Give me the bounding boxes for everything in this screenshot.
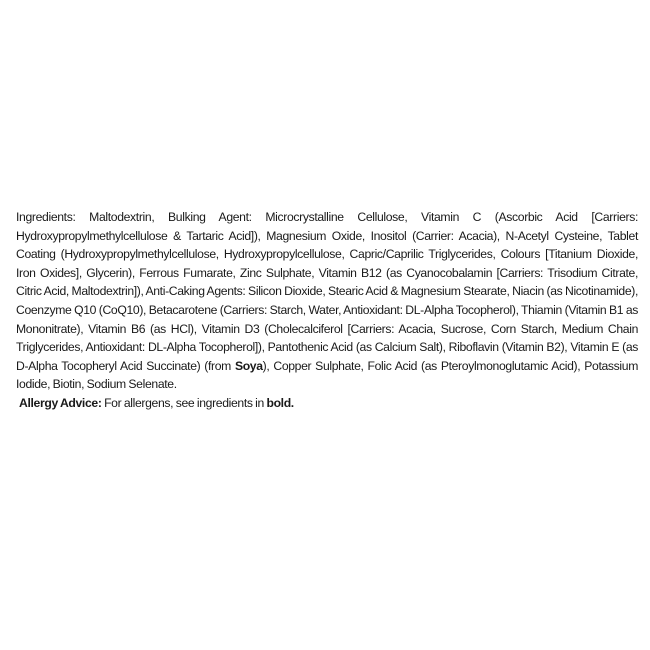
- allergy-advice-bold-word: bold.: [266, 395, 294, 410]
- allergy-advice: [16, 394, 638, 413]
- allergy-advice-heading: Allergy Advice:: [19, 395, 102, 410]
- allergy-advice-text: For allergens, see ingredients in: [101, 395, 267, 410]
- ingredients-text-end: ), Copper Sulphate, Folic Acid (as Pteroylmonoglutamic Acid), Potassium Iodide, Biotin, Sodium Selenate.: [16, 358, 638, 392]
- ingredients-list: [16, 208, 638, 394]
- ingredients-panel: [16, 208, 638, 413]
- ingredients-text: Ingredients: Maltodextrin, Bulking Agent: Microcrystalline Cellulose, Vitamin C (Ascorbic Acid [Carriers: Hydroxypropylmethylcellulose & Tartaric Acid]), Magnesium Oxide, Inositol (Carrier: Acacia), N-Acetyl Cysteine, Tablet Coating (Hydroxypropylmethylcellulose, Hydroxypropylcellulose, Capric/Caprilic Triglycerides, Colours [Titanium Dioxide, Iron Oxides], Glycerin), Ferrous Fumarate, Zinc Sulphate, Vitamin B12 (as Cyanocobalamin [Carriers: Trisodium Citrate, Citric Acid, Maltodextrin]), Anti-Caking Agents: Silicon Dioxide, Stearic Acid & Magnesium Stearate, Niacin (as Nicotinamide), Coenzyme Q10 (CoQ10), Betacarotene (Carriers: Starch, Water, Antioxidant: DL-Alpha Tocopherol), Thiamin (Vitamin B1 as Mononitrate), Vitamin B6 (as HCl), Vitamin D3 (Cholecalciferol [Carriers: Acacia, Sucrose, Corn Starch, Medium Chain Triglycerides, Antioxidant: DL-Alpha Tocopherol]), Pantothenic Acid (as Calcium Salt), Riboflavin (Vitamin B2), Vitamin E (as D-Alpha Tocopheryl Acid Succinate) (from: [16, 210, 638, 373]
- allergen-soya: Soya: [234, 358, 263, 373]
